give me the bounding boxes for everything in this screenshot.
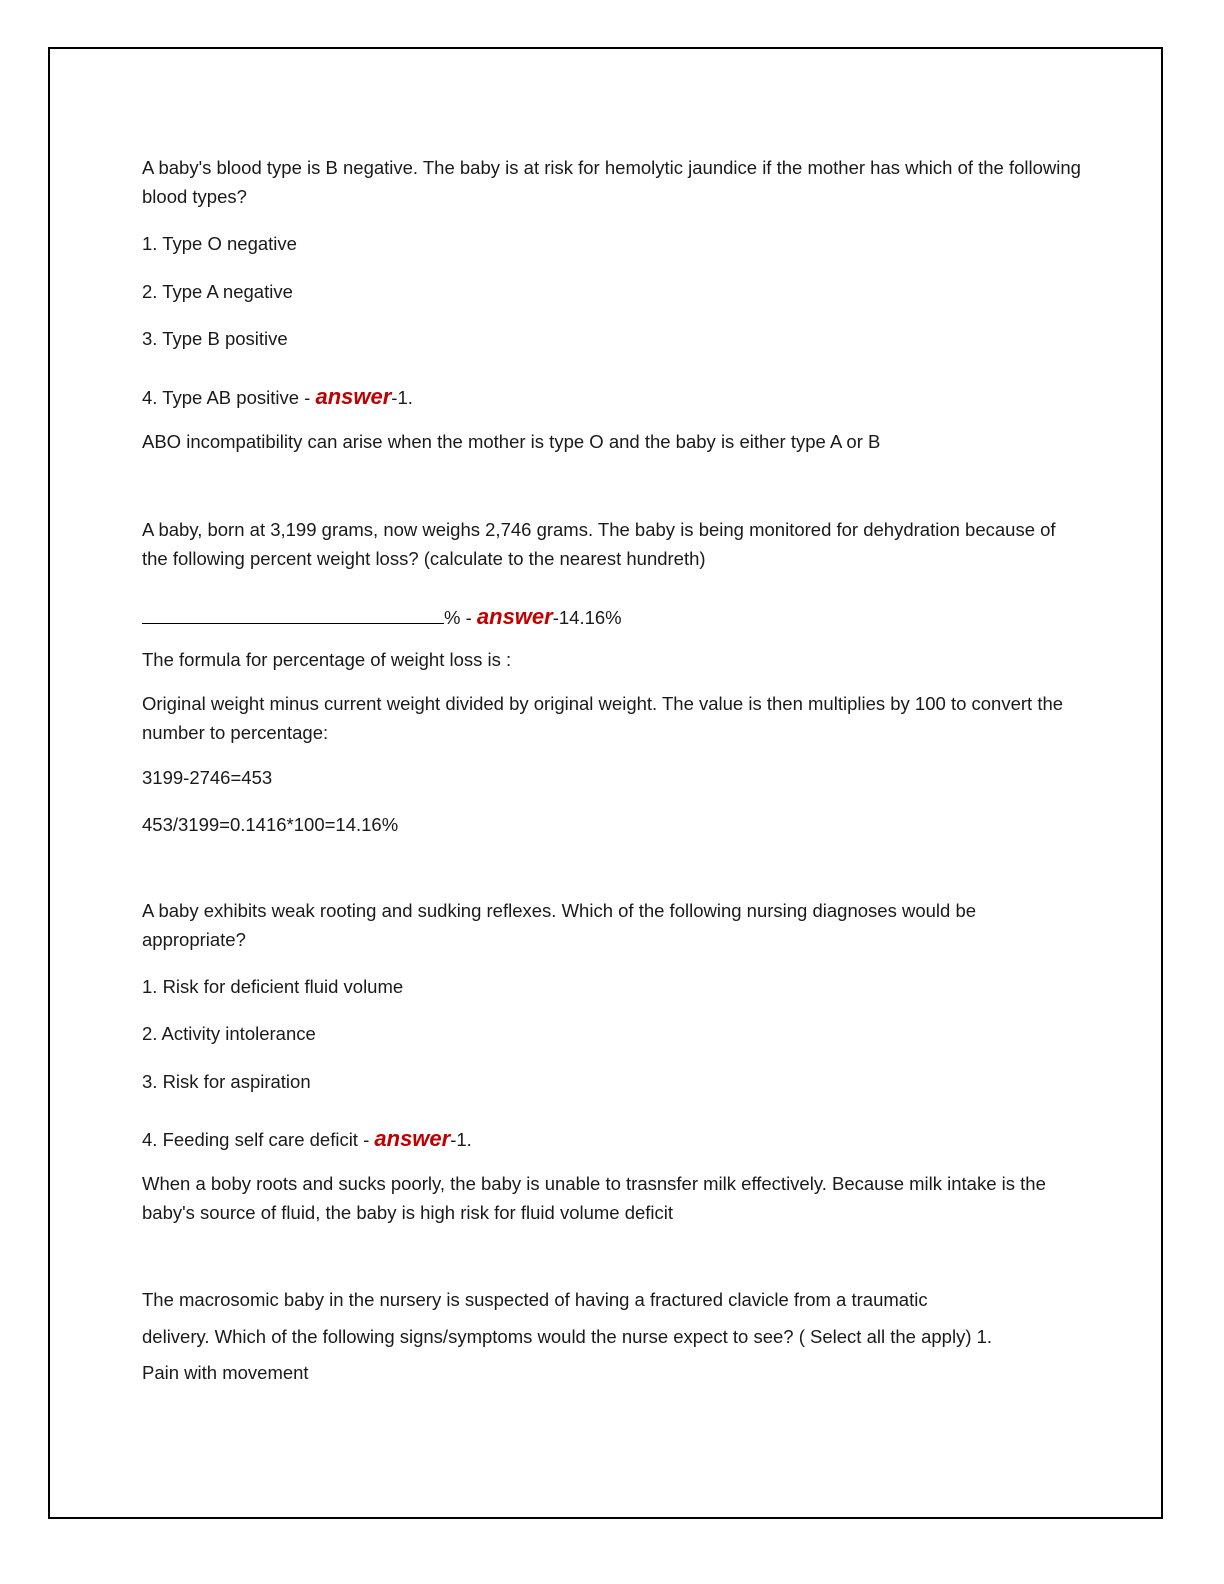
q3-option-1: 1. Risk for deficient fluid volume xyxy=(142,976,404,997)
q2-answer-label: answer xyxy=(476,604,553,629)
q2-answer-line xyxy=(142,602,622,632)
q3-rationale: When a boby roots and sucks poorly, the baby is unable to trasnsfer milk effectively. Because milk intake is the baby's source of fluid, the baby is high risk for fluid volume deficit xyxy=(142,1173,1046,1223)
q1-answer-label: answer xyxy=(315,384,392,409)
q1-rationale: ABO incompatibility can arise when the mother is type O and the baby is either type A or B xyxy=(142,431,881,452)
q3-option-3: 3. Risk for aspiration xyxy=(142,1071,311,1092)
q2-answer-blank xyxy=(142,605,444,624)
q4-question-line-3: Pain with movement xyxy=(142,1362,309,1383)
q3-option-2: 2. Activity intolerance xyxy=(142,1023,316,1044)
q3-option-4 xyxy=(142,1124,472,1154)
q1-option-4 xyxy=(142,382,413,412)
q3-answer-label: answer xyxy=(374,1126,451,1151)
q2-blank-suffix: % - xyxy=(444,607,477,628)
q1-answer-value: -1. xyxy=(391,387,413,408)
q3-option-4-text: 4. Feeding self care deficit - xyxy=(142,1129,375,1150)
q1-question: A baby's blood type is B negative. The baby is at risk for hemolytic jaundice if the mother has which of the following blood types? xyxy=(142,157,1081,207)
q1-option-1: 1. Type O negative xyxy=(142,233,297,254)
q2-question: A baby, born at 3,199 grams, now weighs 2,746 grams. The baby is being monitored for dehydration because of the following percent weight loss? (calculate to the nearest hundreth) xyxy=(142,519,1056,569)
q4-question-line-1: The macrosomic baby in the nursery is suspected of having a fractured clavicle from a traumatic xyxy=(142,1289,928,1310)
q4-question-line-2: delivery. Which of the following signs/symptoms would the nurse expect to see? ( Select all the apply) 1. xyxy=(142,1326,993,1347)
q2-calc-1: 3199-2746=453 xyxy=(142,767,273,788)
q1-option-3: 3. Type B positive xyxy=(142,328,288,349)
q3-answer-value: -1. xyxy=(450,1129,472,1150)
q2-answer-value: -14.16% xyxy=(552,607,622,628)
q3-question: A baby exhibits weak rooting and sudking reflexes. Which of the following nursing diagnoses would be appropriate? xyxy=(142,900,977,950)
q1-option-4-text: 4. Type AB positive - xyxy=(142,387,316,408)
q2-formula-intro: The formula for percentage of weight loss is : xyxy=(142,649,512,670)
q2-formula-text: Original weight minus current weight divided by original weight. The value is then multiplies by 100 to convert the number to percentage: xyxy=(142,693,1064,743)
q2-calc-2: 453/3199=0.1416*100=14.16% xyxy=(142,814,399,835)
q1-option-4-wrapper xyxy=(142,324,288,353)
q1-option-2: 2. Type A negative xyxy=(142,281,293,302)
